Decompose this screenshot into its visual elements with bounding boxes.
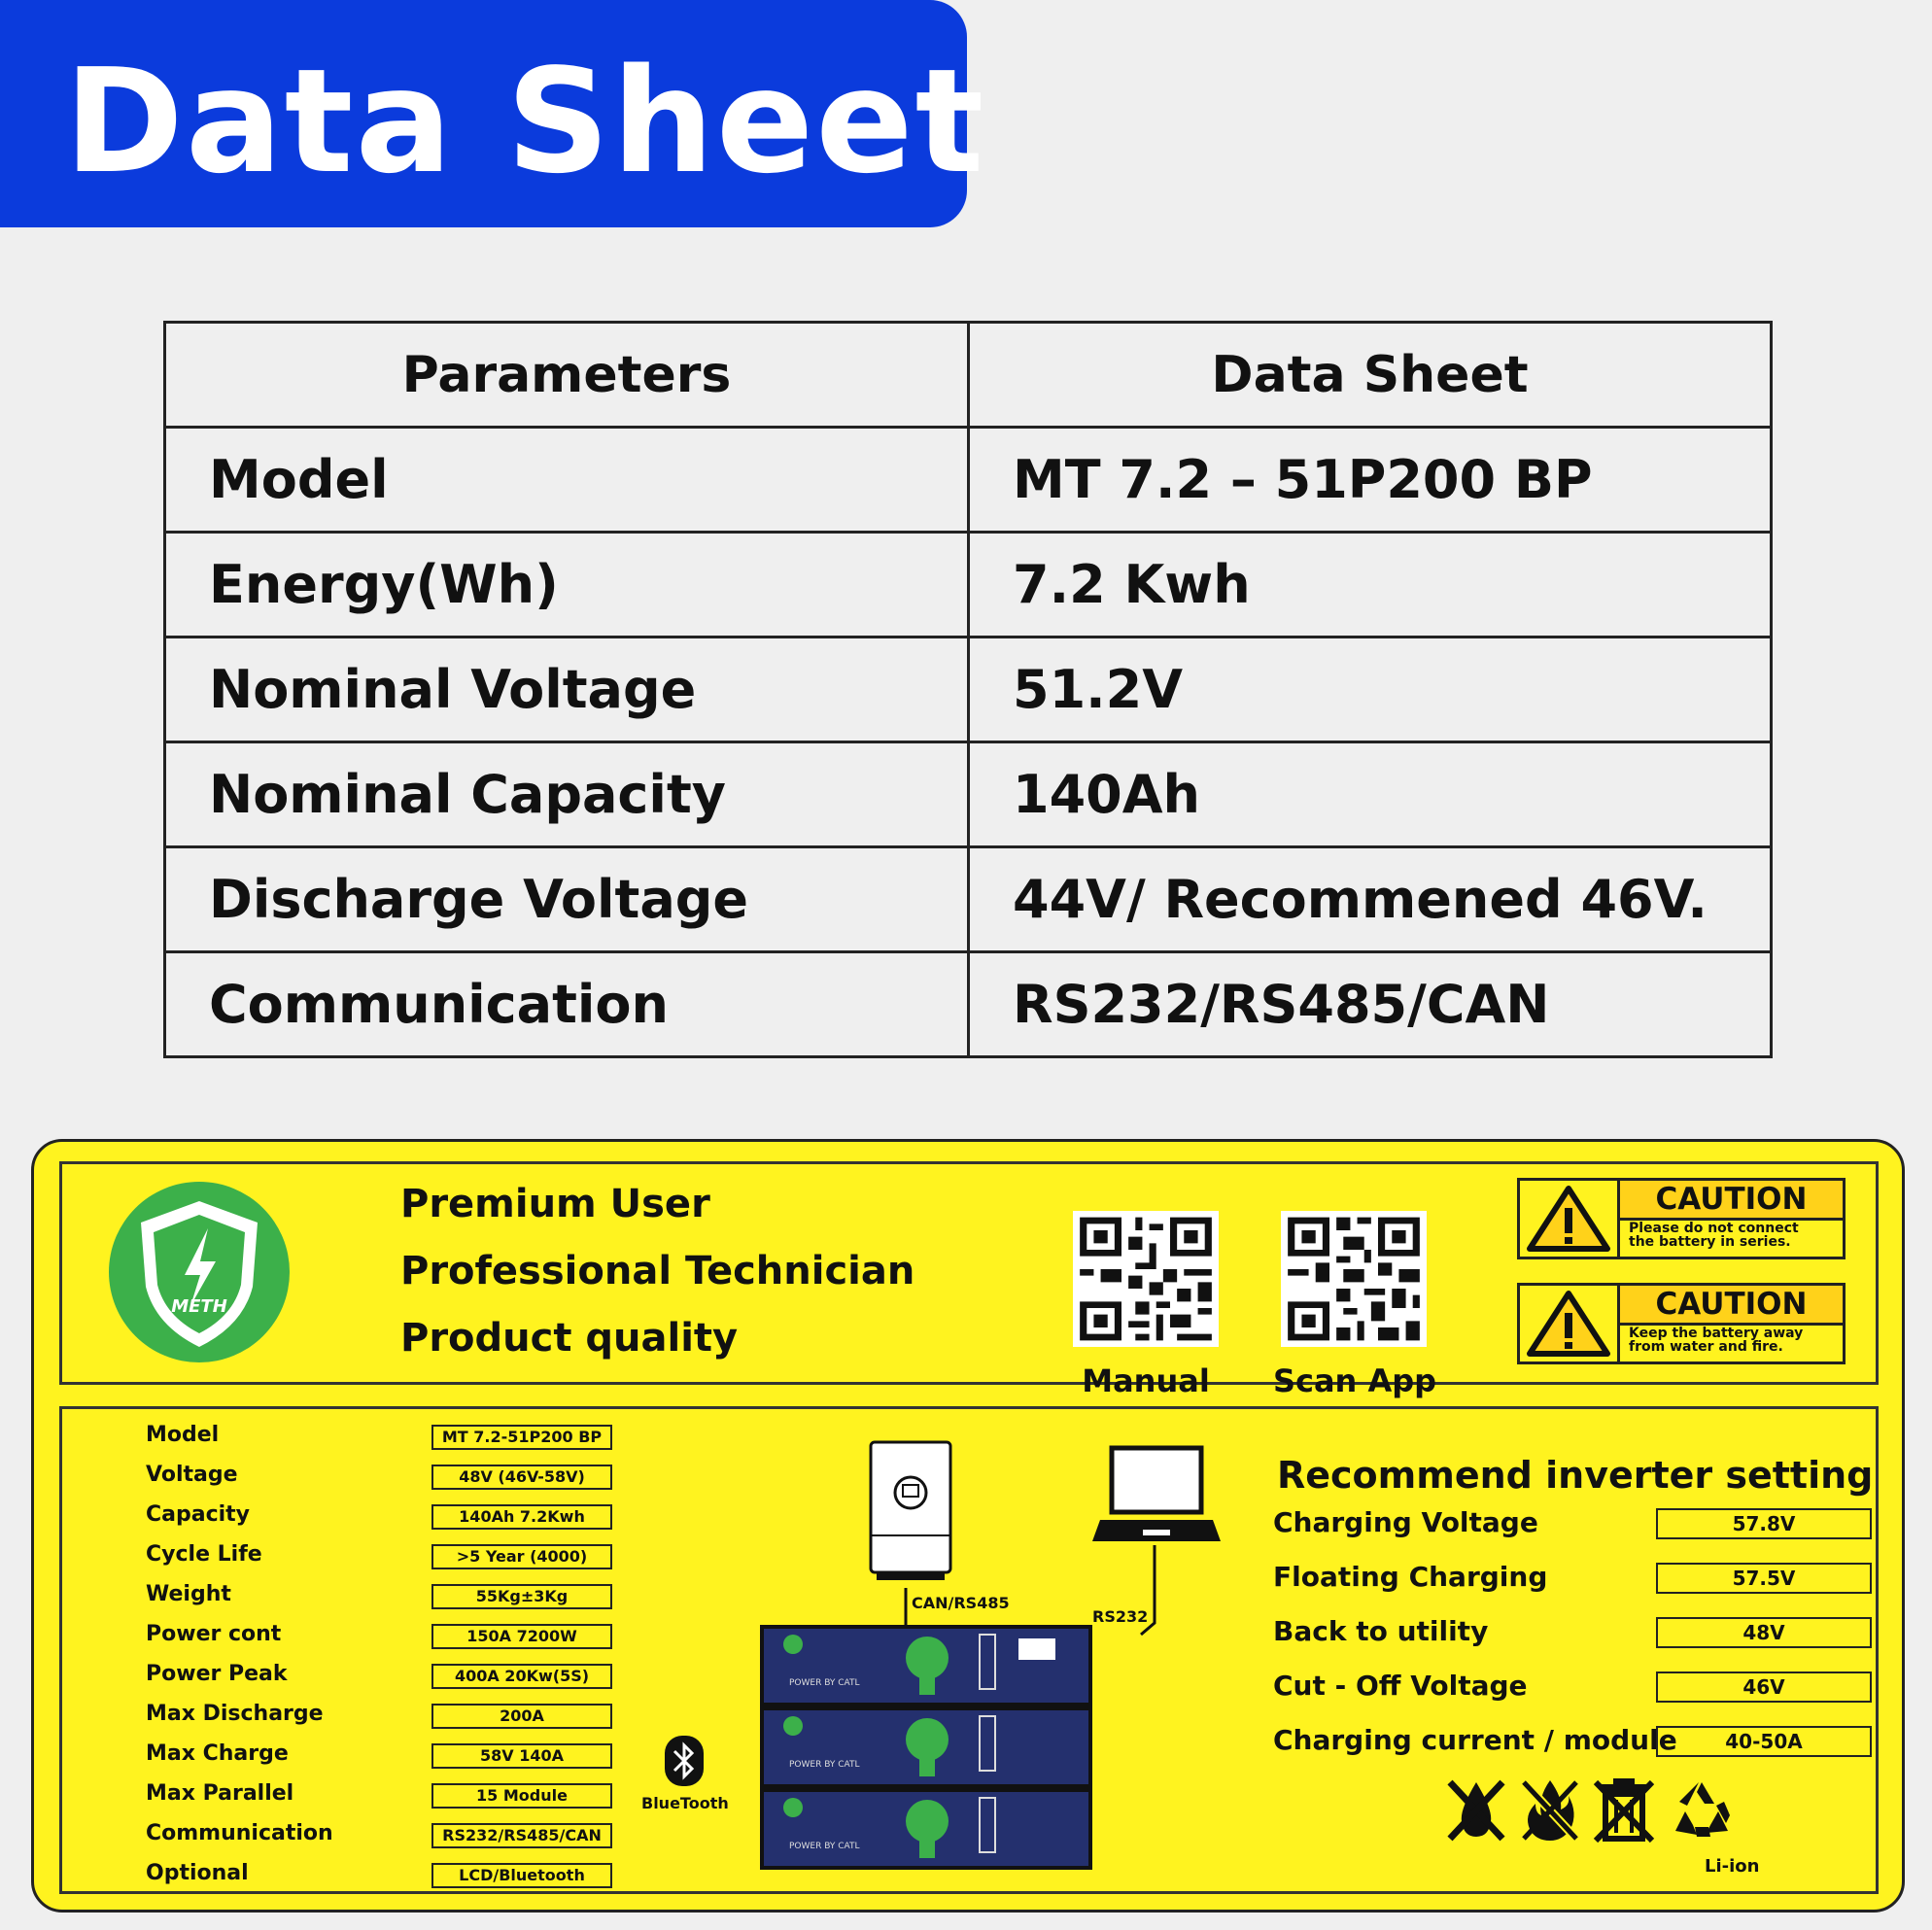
caution-line: Please do not connect [1629, 1221, 1799, 1236]
caution-water [1517, 1283, 1846, 1364]
caution-series [1517, 1178, 1846, 1259]
spec-value: LCD/Bluetooth [431, 1863, 612, 1888]
label-bottom-panel [59, 1406, 1879, 1894]
no-trash-icon [1592, 1776, 1656, 1844]
spec-value: 48V (46V-58V) [431, 1465, 612, 1490]
inverter-setting-title: Recommend inverter setting [1277, 1454, 1874, 1497]
spec-value: 55Kg±3Kg [431, 1584, 612, 1609]
caution-text [1629, 1327, 1803, 1354]
no-fire-icon [1518, 1776, 1582, 1844]
battery-face-icon [764, 1629, 1088, 1703]
value-cell: 7.2 Kwh [969, 533, 1772, 638]
li-ion-label: Li-ion [1705, 1856, 1760, 1877]
inverter-setting-value: 57.8V [1656, 1508, 1872, 1539]
value-cell: MT 7.2 – 51P200 BP [969, 428, 1772, 533]
battery-face-icon [764, 1710, 1088, 1784]
bluetooth-label: BlueTooth [641, 1794, 729, 1812]
spec-key: Capacity [146, 1502, 251, 1527]
battery-module [760, 1706, 1092, 1788]
spec-table [163, 321, 1773, 1058]
inverter-setting-key: Charging current / module [1273, 1724, 1677, 1756]
meth-logo [107, 1180, 292, 1364]
value-cell: 140Ah [969, 742, 1772, 847]
scan-app-label: Scan App [1272, 1362, 1437, 1399]
table-row [165, 847, 1772, 952]
title-banner [0, 0, 986, 227]
spec-value: >5 Year (4000) [431, 1544, 612, 1569]
battery-label [31, 1139, 1905, 1913]
battery-face-icon [764, 1792, 1088, 1866]
inverter-setting-key: Back to utility [1273, 1615, 1489, 1647]
battery-brand: POWER BY CATL [789, 1842, 860, 1851]
battery-brand: POWER BY CATL [789, 1760, 860, 1770]
value-cell: 51.2V [969, 638, 1772, 742]
spec-value: 140Ah 7.2Kwh [431, 1504, 612, 1530]
spec-value: 15 Module [431, 1783, 612, 1809]
caution-title: CAUTION [1620, 1286, 1843, 1326]
inverter-setting-value: 48V [1656, 1617, 1872, 1648]
table-row [165, 742, 1772, 847]
spec-key: Voltage [146, 1463, 238, 1487]
battery-module [760, 1788, 1092, 1870]
inverter-setting-value: 57.5V [1656, 1563, 1872, 1594]
recycle-icon [1670, 1776, 1734, 1844]
battery-module [760, 1625, 1092, 1706]
spec-key: Max Discharge [146, 1702, 324, 1726]
param-cell: Communication [165, 952, 969, 1057]
feature-text: Premium User [400, 1182, 710, 1226]
page-title: Data Sheet [64, 38, 986, 205]
can-rs485-label: CAN/RS485 [912, 1594, 1010, 1612]
spec-key: Max Parallel [146, 1781, 294, 1806]
feature-text: Product quality [400, 1316, 739, 1361]
spec-key: Communication [146, 1821, 333, 1845]
param-cell: Nominal Capacity [165, 742, 969, 847]
label-top-panel [59, 1161, 1879, 1399]
table-row [165, 638, 1772, 742]
inverter-setting-value: 46V [1656, 1672, 1872, 1703]
caution-line: Keep the battery away [1629, 1326, 1804, 1341]
spec-value: 200A [431, 1704, 612, 1729]
warning-icon [1520, 1181, 1620, 1257]
no-water-icon [1444, 1776, 1508, 1844]
spec-key: Model [146, 1423, 220, 1447]
inverter-setting-key: Floating Charging [1273, 1561, 1548, 1593]
spec-key: Cycle Life [146, 1542, 262, 1567]
caution-line: from water and fire. [1629, 1339, 1783, 1355]
spec-key: Optional [146, 1861, 249, 1885]
caution-title: CAUTION [1620, 1181, 1843, 1221]
header-data-sheet: Data Sheet [969, 323, 1772, 428]
value-cell: 44V/ Recommened 46V. [969, 847, 1772, 952]
param-cell: Model [165, 428, 969, 533]
scan-app-qr-icon [1281, 1211, 1427, 1347]
manual-qr-icon [1073, 1211, 1219, 1347]
value-cell: RS232/RS485/CAN [969, 952, 1772, 1057]
table-row [165, 428, 1772, 533]
spec-value: 400A 20Kw(5S) [431, 1664, 612, 1689]
rs232-label: RS232 [1092, 1607, 1149, 1626]
caution-text [1629, 1222, 1799, 1249]
param-cell: Nominal Voltage [165, 638, 969, 742]
table-row [165, 952, 1772, 1057]
inverter-setting-key: Cut - Off Voltage [1273, 1670, 1528, 1702]
caution-line: the battery in series. [1629, 1234, 1791, 1250]
table-row [165, 533, 1772, 638]
bluetooth-icon [663, 1734, 706, 1788]
spec-key: Weight [146, 1582, 231, 1606]
spec-value: 150A 7200W [431, 1624, 612, 1649]
manual-label: Manual [1082, 1362, 1210, 1399]
warning-icon [1520, 1286, 1620, 1361]
spec-value: 58V 140A [431, 1743, 612, 1769]
inverter-setting-key: Charging Voltage [1273, 1506, 1538, 1538]
spec-key: Max Charge [146, 1741, 289, 1766]
inverter-setting-value: 40-50A [1656, 1726, 1872, 1757]
spec-value: MT 7.2-51P200 BP [431, 1425, 612, 1450]
table-header-row [165, 323, 1772, 428]
param-cell: Energy(Wh) [165, 533, 969, 638]
param-cell: Discharge Voltage [165, 847, 969, 952]
spec-value: RS232/RS485/CAN [431, 1823, 612, 1848]
spec-key: Power Peak [146, 1662, 288, 1686]
logo-text: METH [171, 1296, 227, 1317]
header-parameters: Parameters [165, 323, 969, 428]
battery-brand: POWER BY CATL [789, 1678, 860, 1688]
feature-text: Professional Technician [400, 1249, 915, 1293]
spec-key: Power cont [146, 1622, 282, 1646]
